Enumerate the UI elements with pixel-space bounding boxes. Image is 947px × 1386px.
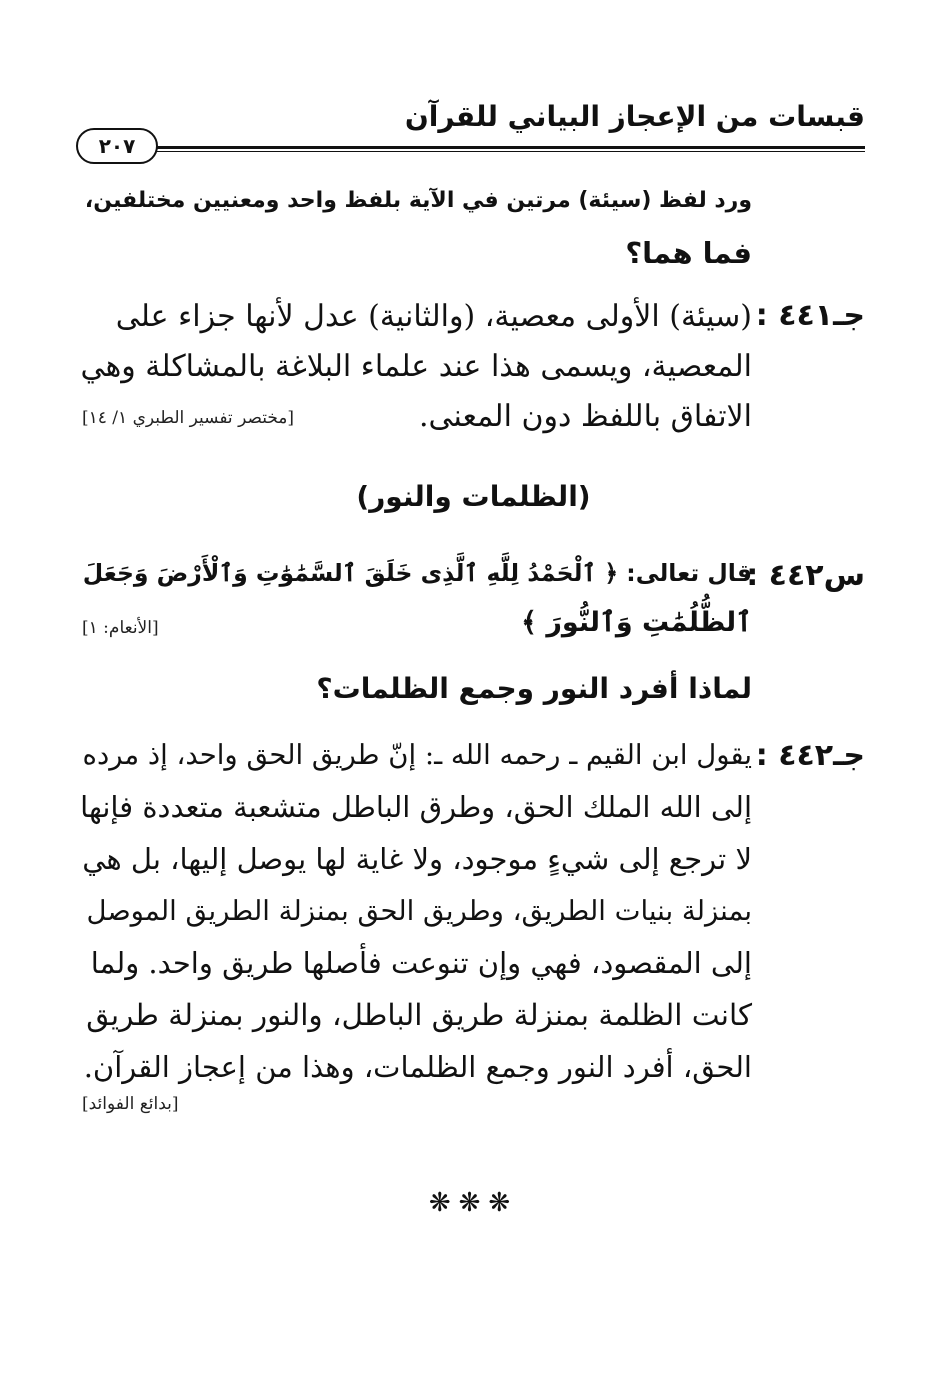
text-line: بمنزلة بنيات الطريق، وطريق الحق بمنزلة الطريق الموصل (86, 895, 752, 927)
text-line: (سيئة) الأولى معصية، (والثانية) عدل لأنها جزاء على (115, 299, 752, 334)
question-label-442: س٤٤٢ : (746, 558, 865, 593)
text-line: كانت الظلمة بمنزلة طريق الباطل، والنور بمنزلة طريق (86, 998, 752, 1032)
text-line: الحق، أفرد النور وجمع الظلمات، وهذا من إعجاز القرآن. (83, 1050, 752, 1084)
section-heading: (الظلمات والنور) (356, 480, 591, 513)
verse-line: ٱلظُّلُمَٰتِ وَٱلنُّورَ ﴾ (521, 607, 752, 638)
question-text: لماذا أفرد النور وجمع الظلمات؟ (316, 672, 752, 705)
section-separator-stars: ❋❋❋ (428, 1188, 519, 1218)
text-line: لا ترجع إلى شيءٍ موجود، ولا غاية لها يوصل إليها، بل هي (82, 842, 752, 876)
verse-line: قال تعالى: ﴿ ٱلْحَمْدُ لِلَّهِ ٱلَّذِى خَلَقَ ٱلسَّمَٰوَٰتِ وَٱلْأَرْضَ وَجَعَلَ (82, 559, 752, 587)
text-line: ورد لفظ (سيئة) مرتين في الآية بلفظ واحد ومعنيين مختلفين، (84, 188, 752, 213)
question-442 (80, 552, 752, 652)
text-line: الاتفاق باللفظ دون المعنى. (419, 399, 752, 434)
running-header-title: قبسات من الإعجاز البياني للقرآن (404, 100, 865, 133)
header-rule (150, 146, 865, 152)
answer-label-442: جـ٤٤٢ : (755, 738, 865, 773)
text-line: يقول ابن القيم ـ رحمه الله ـ: إنّ طريق الحق واحد، إذ مرده (82, 739, 752, 771)
text-line: إلى المقصود، فهي وإن تنوعت فأصلها طريق واحد. ولما (90, 946, 752, 980)
question-442-prompt (80, 668, 752, 718)
answer-442 (80, 734, 752, 1094)
citation-443: [بدائع الفوائد] (82, 1094, 179, 1114)
citation-442: [الأنعام: ١] (82, 618, 159, 638)
question-441-continuation (80, 180, 752, 280)
page-number-badge: ٢٠٧ (76, 128, 158, 164)
citation-441: [مختصر تفسير الطبري ١/ ١٤] (82, 408, 295, 428)
text-line: المعصية، ويسمى هذا عند علماء البلاغة بالمشاكلة وهي (80, 349, 752, 384)
text-line: فما هما؟ (625, 236, 752, 270)
text-line: إلى الله الملك الحق، وطرق الباطل متشعبة متعددة فإنها (80, 790, 752, 824)
answer-label-441: جـ٤٤١ : (755, 298, 865, 333)
